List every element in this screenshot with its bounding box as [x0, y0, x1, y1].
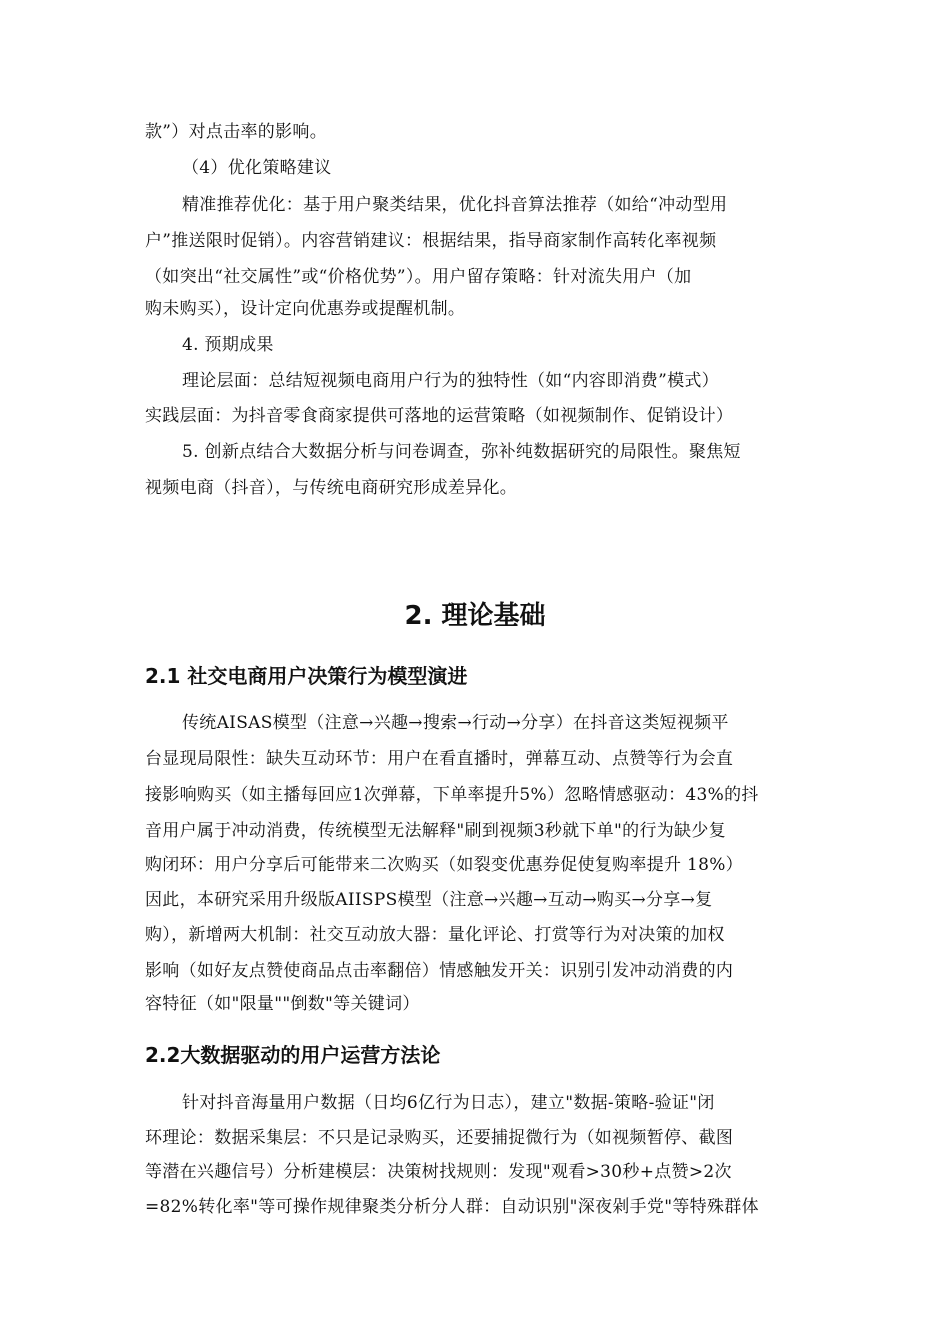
paragraph-line: 影响（如好友点赞使商品点击率翻倍）情感触发开关：识别引发冲动消费的内: [145, 961, 734, 981]
paragraph-line: （如突出“社交属性”或“价格优势”）。用户留存策略：针对流失用户（加: [145, 267, 692, 287]
paragraph-line: 等潜在兴趣信号）分析建模层：决策树找规则：发现"观看>30秒+点赞>2次: [145, 1162, 732, 1182]
paragraph-line: 精准推荐优化：基于用户聚类结果，优化抖音算法推荐（如给“冲动型用: [182, 195, 728, 215]
paragraph-line: 5. 创新点结合大数据分析与问卷调查，弥补纯数据研究的局限性。聚焦短: [182, 442, 741, 462]
paragraph-line: 台显现局限性：缺失互动环节：用户在看直播时，弹幕互动、点赞等行为会直: [145, 749, 734, 769]
paragraph-line: =82%转化率"等可操作规律聚类分析分人群：自动识别"深夜剁手党"等特殊群体: [145, 1197, 759, 1217]
paragraph-line: 容特征（如"限量""倒数"等关键词）: [145, 994, 420, 1014]
section-heading-2-2: 2.2大数据驱动的用户运营方法论: [145, 1043, 441, 1067]
paragraph-line: 户”推送限时促销）。内容营销建议：根据结果，指导商家制作高转化率视频: [145, 231, 717, 251]
paragraph-line: 购闭环：用户分享后可能带来二次购买（如裂变优惠券促使复购率提升 18%）: [145, 855, 743, 875]
paragraph-line: 视频电商（抖音），与传统电商研究形成差异化。: [145, 478, 518, 498]
paragraph-line: 传统AISAS模型（注意→兴趣→搜索→行动→分享）在抖音这类短视频平: [182, 713, 729, 733]
paragraph-line: 针对抖音海量用户数据（日均6亿行为日志），建立"数据-策略-验证"闭: [182, 1093, 715, 1113]
paragraph-line: 理论层面：总结短视频电商用户行为的独特性（如“内容即消费”模式）: [182, 371, 719, 391]
paragraph-line: 环理论：数据采集层：不只是记录购买，还要捕捉微行为（如视频暂停、截图: [145, 1128, 734, 1148]
section-heading-2-1: 2.1 社交电商用户决策行为模型演进: [145, 664, 468, 688]
subsection-label: 4. 预期成果: [182, 335, 274, 355]
paragraph-line: 购），新增两大机制：社交互动放大器：量化评论、打赏等行为对决策的加权: [145, 925, 725, 945]
paragraph-line: 因此，本研究采用升级版AIISPS模型（注意→兴趣→互动→购买→分享→复: [145, 890, 713, 910]
paragraph-line: 音用户属于冲动消费，传统模型无法解释"刷到视频3秒就下单"的行为缺少复: [145, 821, 726, 841]
paragraph-line: 接影响购买（如主播每回应1次弹幕，下单率提升5%）忽略情感驱动：43%的抖: [145, 785, 759, 805]
paragraph-line: 款”）对点击率的影响。: [145, 122, 327, 142]
paragraph-line: 购未购买），设计定向优惠券或提醒机制。: [145, 299, 466, 319]
paragraph-line: 实践层面：为抖音零食商家提供可落地的运营策略（如视频制作、促销设计）: [145, 406, 734, 426]
chapter-title: 2. 理论基础: [404, 601, 546, 631]
subsection-label: （4）优化策略建议: [182, 158, 332, 178]
